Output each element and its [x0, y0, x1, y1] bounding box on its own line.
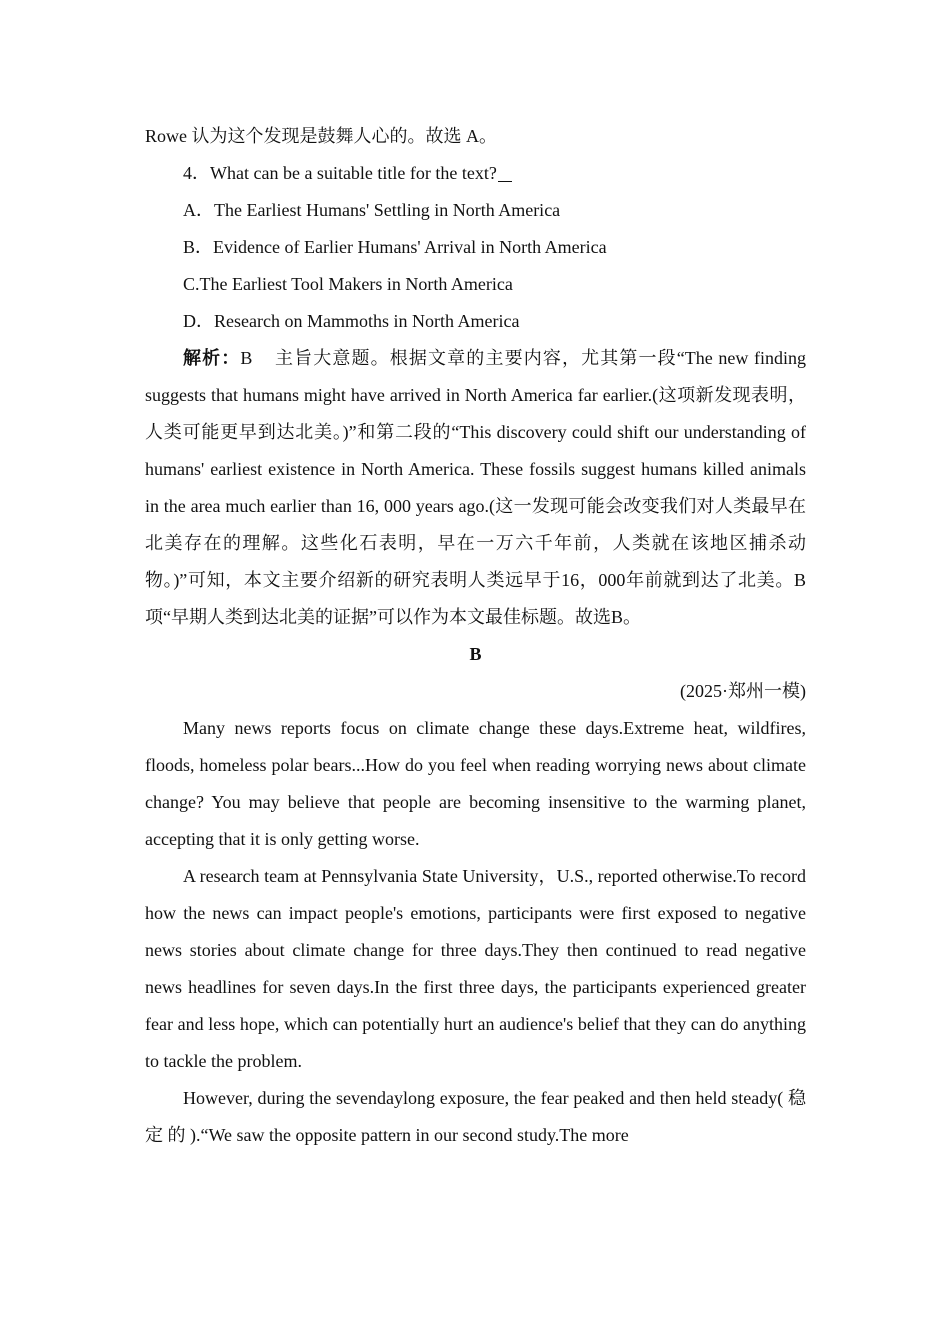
option-label: C.	[183, 274, 200, 294]
option-label: A．	[183, 200, 214, 220]
section-heading: B	[469, 644, 482, 664]
passage-paragraph-1: Many news reports focus on climate change these days.Extreme heat, wildfires, floods, homeless polar bears...How do you feel when reading worrying news about climate change? You may believe that people are becoming insensitive to the warming planet, accepting that it is only getting worse.	[145, 718, 806, 849]
passage-source: (2025·郑州一模)	[680, 681, 806, 701]
option-text: Evidence of Earlier Humans' Arrival in North America	[213, 237, 607, 257]
question-text: What can be a suitable title for the text?	[210, 163, 497, 183]
analysis-body: 主旨大意题。根据文章的主要内容，尤其第一段“The new finding suggests that humans might have arrived in North America far earlier.(这项新发现表明，人类可能更早到达北美。)”和第二段的“This discovery could shift our understanding of humans' earliest existence in North America. These fossils suggest humans killed animals in the area much earlier than 16, 000 years ago.(这一发现可能会改变我们对人类最早在北美存在的理解。这些化石表明，早在一万六千年前，人类就在该地区捕杀动物。)”可知，本文主要介绍新的研究表明人类远早于16，000年前就到达了北美。B项“早期人类到达北美的证据”可以作为本文最佳标题。故选B。	[145, 348, 807, 627]
analysis-label: 解析：	[183, 348, 241, 368]
passage-paragraph-2: A research team at Pennsylvania State University，U.S., reported otherwise.To record how the news can impact people's emotions, participants were first exposed to negative news stories about climate change for three days.They then continued to read negative news headlines for seven days.In the first three days, the participants experienced greater fear and less hope, which can potentially hurt an audience's belief that they can do anything to tackle the problem.	[145, 866, 806, 1071]
question-4: 4．What can be a suitable title for the text?	[145, 155, 806, 192]
option-b	[145, 229, 806, 266]
document-page	[145, 118, 806, 1154]
analysis-paragraph	[145, 340, 806, 636]
option-text: The Earliest Humans' Settling in North America	[214, 200, 561, 220]
option-d	[145, 303, 806, 340]
option-text: Research on Mammoths in North America	[214, 311, 520, 331]
option-label: B．	[183, 237, 214, 257]
passage-paragraph-3: However, during the sevendaylong exposure, the fear peaked and then held steady( 稳 定 的 ).“We saw the opposite pattern in our second study.The more	[145, 1088, 806, 1145]
question-number: 4	[183, 163, 192, 183]
option-label: D．	[183, 311, 214, 331]
option-text: The Earliest Tool Makers in North America	[199, 274, 513, 294]
answer-blank	[498, 161, 512, 182]
previous-answer-tail: Rowe 认为这个发现是鼓舞人心的。故选 A。	[145, 126, 497, 146]
option-a	[145, 192, 806, 229]
option-c	[145, 266, 806, 303]
analysis-answer: B	[240, 348, 253, 368]
